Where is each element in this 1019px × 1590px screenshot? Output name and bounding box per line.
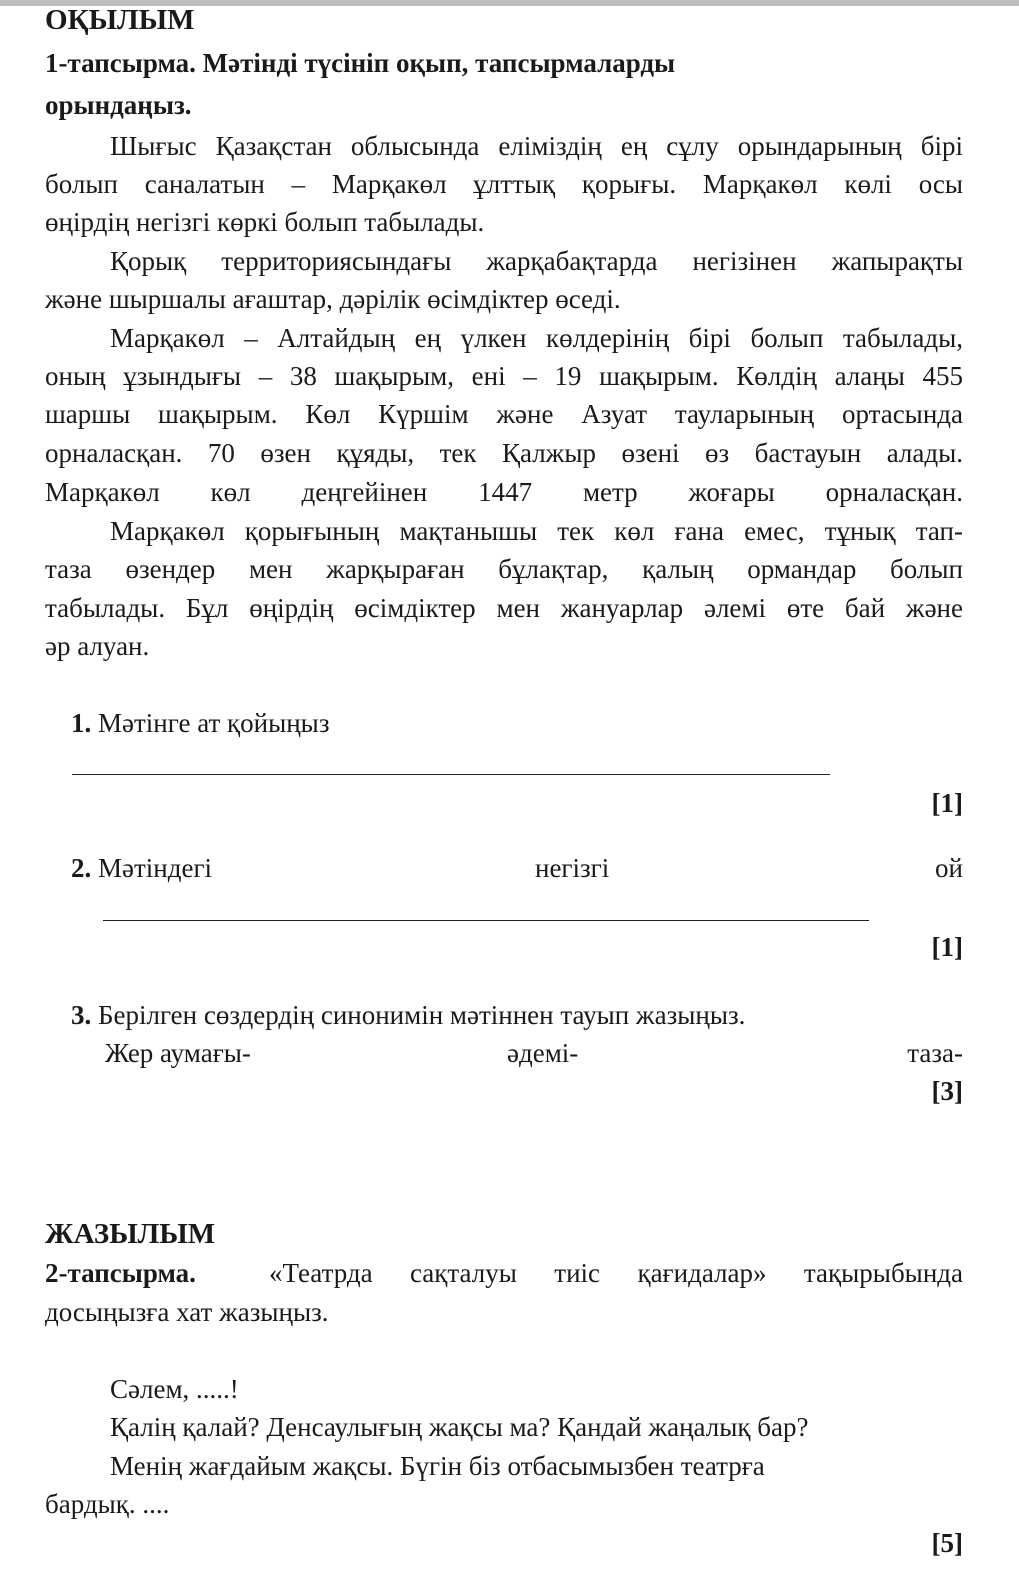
letter-line: Сәлем, .....!	[110, 1374, 239, 1404]
letter-line: Менің жағдайым жақсы. Бүгін біз отбасымызбен театрға	[110, 1451, 765, 1481]
task1-title-line1: 1-тапсырма. Мәтінді түсініп оқып, тапсырмаларды	[45, 48, 676, 78]
task1-title-line2: орындаңыз.	[45, 90, 192, 120]
letter-line: Қалің қалай? Денсаулығың жақсы ма? Қандай жаңалық бар?	[110, 1412, 809, 1442]
synonym-word: әдемі-	[507, 1038, 579, 1068]
letter-line: бардық. ....	[45, 1489, 170, 1519]
paragraph-line: Шығыс Қазақстан облысында еліміздің ең сұлу орындарының бірі	[110, 131, 963, 161]
question-number: 1.	[71, 708, 92, 738]
writing-section-title: ЖАЗЫЛЫМ	[45, 1218, 216, 1250]
paragraph-line: табылады. Бұл өңірдің өсімдіктер мен жануарлар әлемі өте бай және	[45, 593, 963, 623]
paragraph-line: Марқакөл – Алтайдың ең үлкен көлдерінің бірі болып табылады,	[110, 323, 963, 353]
task2-line1	[45, 1258, 963, 1289]
answer-line-1[interactable]	[72, 774, 830, 775]
question-text: ой	[935, 853, 963, 883]
question-text: Мәтінге ат қойыңыз	[98, 708, 330, 738]
task2-line2: досыңызға хат жазыңыз.	[45, 1297, 329, 1327]
paragraph-line: Марқакөл қорығының мақтанышы тек көл ғана емес, тұнық тап-	[110, 516, 963, 546]
task2-text: «Театрда сақталуы тиіс қағидалар» тақырыбында	[269, 1258, 963, 1288]
reading-section-title: ОҚЫЛЫМ	[45, 4, 195, 36]
paragraph-line: Қорық территориясындағы жарқабақтарда негізінен жапырақты	[110, 246, 963, 276]
question-number: 3.	[71, 1000, 92, 1030]
paragraph-line: өңірдің негізгі көркі болып табылады.	[45, 207, 485, 237]
question-1	[71, 708, 330, 739]
synonym-word: Жер аумағы-	[105, 1038, 251, 1068]
question-3	[71, 1000, 745, 1031]
paragraph-line: шаршы шақырым. Көл Күршім және Азуат тауларының ортасында	[45, 399, 963, 429]
question-2	[71, 853, 212, 884]
score-writing: [5]	[931, 1528, 963, 1558]
paragraph-line: оның ұзындығы – 38 шақырым, ені – 19 шақырым. Көлдің алаңы 455	[45, 361, 963, 391]
synonym-word: таза-	[907, 1038, 963, 1068]
question-text: негізгі	[535, 853, 610, 883]
question-text: Мәтіндегі	[98, 853, 213, 883]
paragraph-line: Марқакөл көл деңгейінен 1447 метр жоғары орналасқан.	[45, 477, 963, 507]
answer-line-2[interactable]	[103, 920, 869, 921]
paragraph-line: және шыршалы ағаштар, дәрілік өсімдіктер өседі.	[45, 284, 621, 314]
task2-label: 2-тапсырма.	[45, 1258, 196, 1288]
score-2: [1]	[931, 932, 963, 962]
score-1: [1]	[931, 788, 963, 818]
paragraph-line: әр алуан.	[45, 631, 150, 661]
score-3: [3]	[931, 1076, 963, 1106]
question-number: 2.	[71, 853, 92, 883]
paragraph-line: болып саналатын – Марқакөл ұлттық қорығы. Марқакөл көлі осы	[45, 169, 963, 199]
paragraph-line: орналасқан. 70 өзен құяды, тек Қалжыр өзені өз бастауын алады.	[45, 438, 963, 468]
question-text: Берілген сөздердің синонимін мәтіннен тауып жазыңыз.	[98, 1000, 746, 1030]
paragraph-line: таза өзендер мен жарқыраған бұлақтар, қалың ормандар болып	[45, 554, 963, 584]
